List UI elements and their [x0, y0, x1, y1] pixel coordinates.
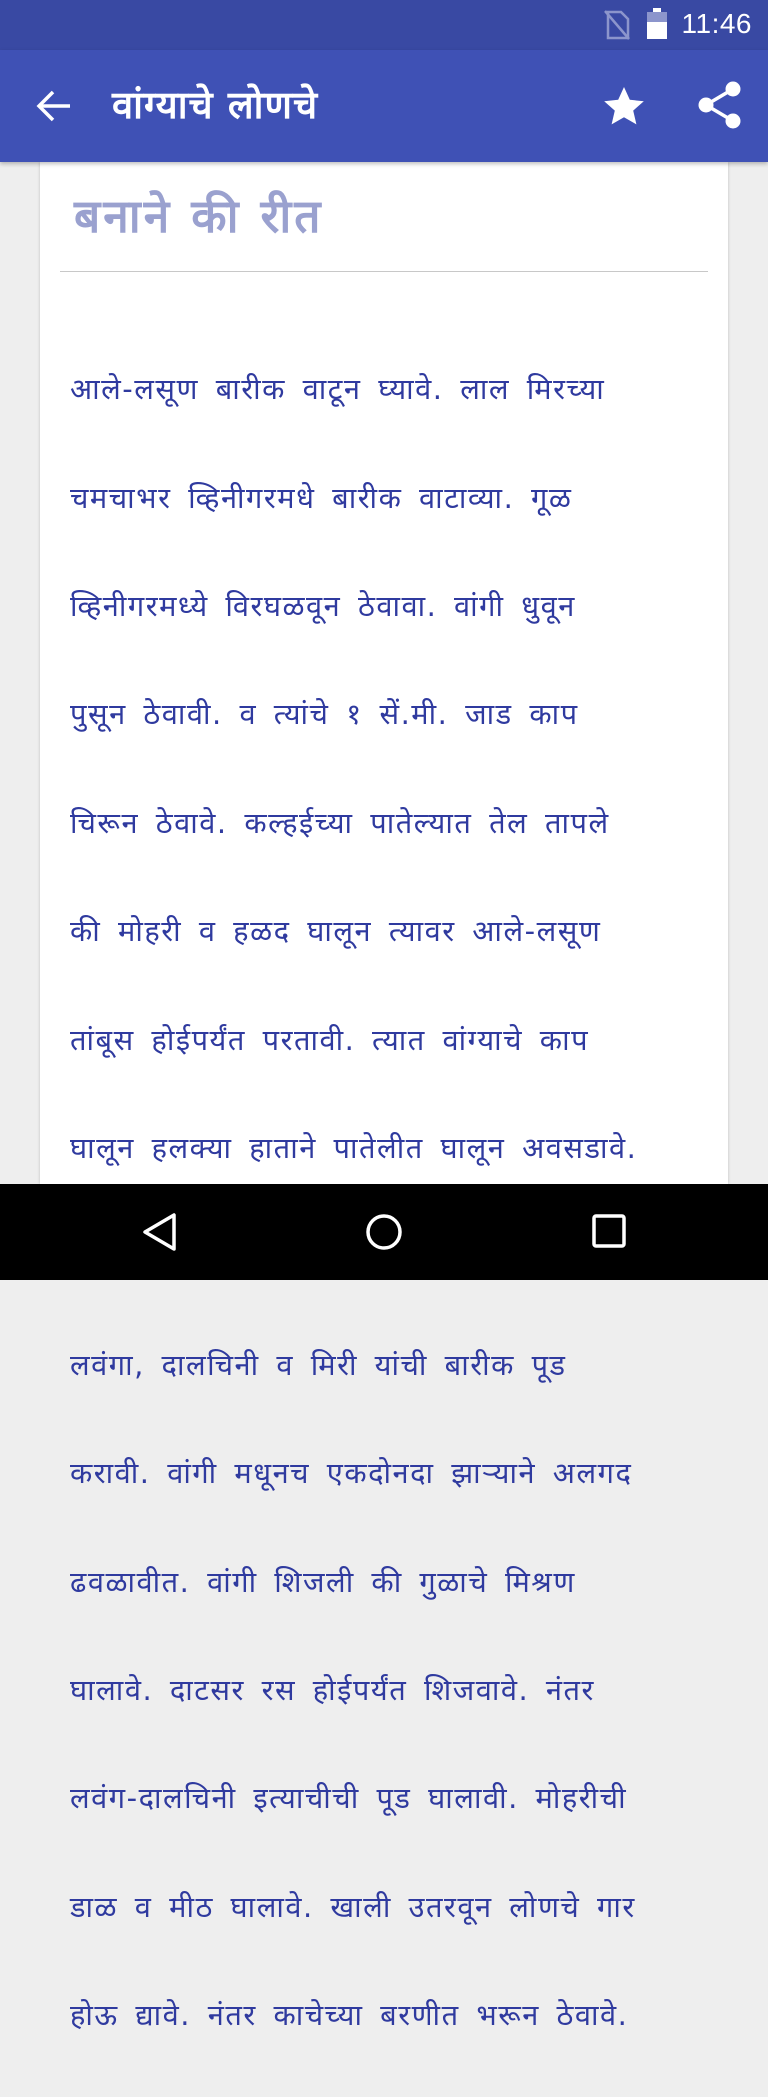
- section-heading: बनाने की रीत: [74, 189, 324, 243]
- back-triangle-icon[interactable]: [140, 1212, 180, 1256]
- divider: [60, 271, 708, 272]
- recipe-line: ढवळावीत. वांगी शिजली की गुळाचे मिश्रण: [70, 1564, 576, 1599]
- home-circle-icon[interactable]: [364, 1212, 404, 1256]
- recipe-line: तांबूस होईपर्यंत परतावी. त्यात वांग्याचे काप: [70, 1022, 590, 1057]
- page-title: वांग्याचे लोणचे: [112, 83, 319, 127]
- recipe-line: लवंगा, दालचिनी व मिरी यांची बारीक पूड: [70, 1347, 567, 1382]
- star-icon[interactable]: [600, 82, 648, 134]
- no-sim-icon: [604, 10, 630, 44]
- status-time: 11:46: [681, 8, 752, 39]
- recipe-line: की मोहरी व हळद घालून त्यावर आले-लसूण: [70, 914, 602, 949]
- recipe-line: होऊ द्यावे. नंतर काचेच्या बरणीत भरून ठेवावे.: [70, 1998, 629, 2033]
- share-icon[interactable]: [696, 80, 744, 134]
- app-bar: [0, 50, 768, 162]
- system-nav-bar: [0, 1184, 768, 1280]
- recipe-line: व्हिनीगरमध्ये विरघळवून ठेवावा. वांगी धुवून: [70, 589, 576, 624]
- recipe-line: करावी. वांगी मधूनच एकदोनदा झाऱ्याने अलगद: [70, 1456, 633, 1491]
- back-arrow-icon[interactable]: [34, 86, 74, 130]
- recipe-line: पुसून ठेवावी. व त्यांचे १ सें.मी. जाड काप: [70, 697, 579, 732]
- recipe-line: घालून हलक्या हाताने पातेलीत घालून अवसडावे.: [70, 1131, 638, 1166]
- battery-icon: [646, 8, 668, 44]
- recipe-line: चिरून ठेवावे. कल्हईच्या पातेल्यात तेल तापले: [70, 805, 610, 840]
- recipe-line: घालावे. दाटसर रस होईपर्यंत शिजवावे. नंतर: [70, 1673, 595, 1708]
- recipe-line: लवंग-दालचिनी इत्याचीची पूड घालावी. मोहरीची: [70, 1781, 628, 1816]
- recents-square-icon[interactable]: [590, 1212, 630, 1256]
- recipe-card: [40, 162, 728, 2033]
- recipe-line: चमचाभर व्हिनीगरमधे बारीक वाटाव्या. गूळ: [70, 480, 573, 515]
- recipe-line: डाळ व मीठ घालावे. खाली उतरवून लोणचे गार: [70, 1889, 636, 1924]
- status-bar: [0, 0, 768, 50]
- recipe-line: आले-लसूण बारीक वाटून घ्यावे. लाल मिरच्या: [70, 372, 606, 407]
